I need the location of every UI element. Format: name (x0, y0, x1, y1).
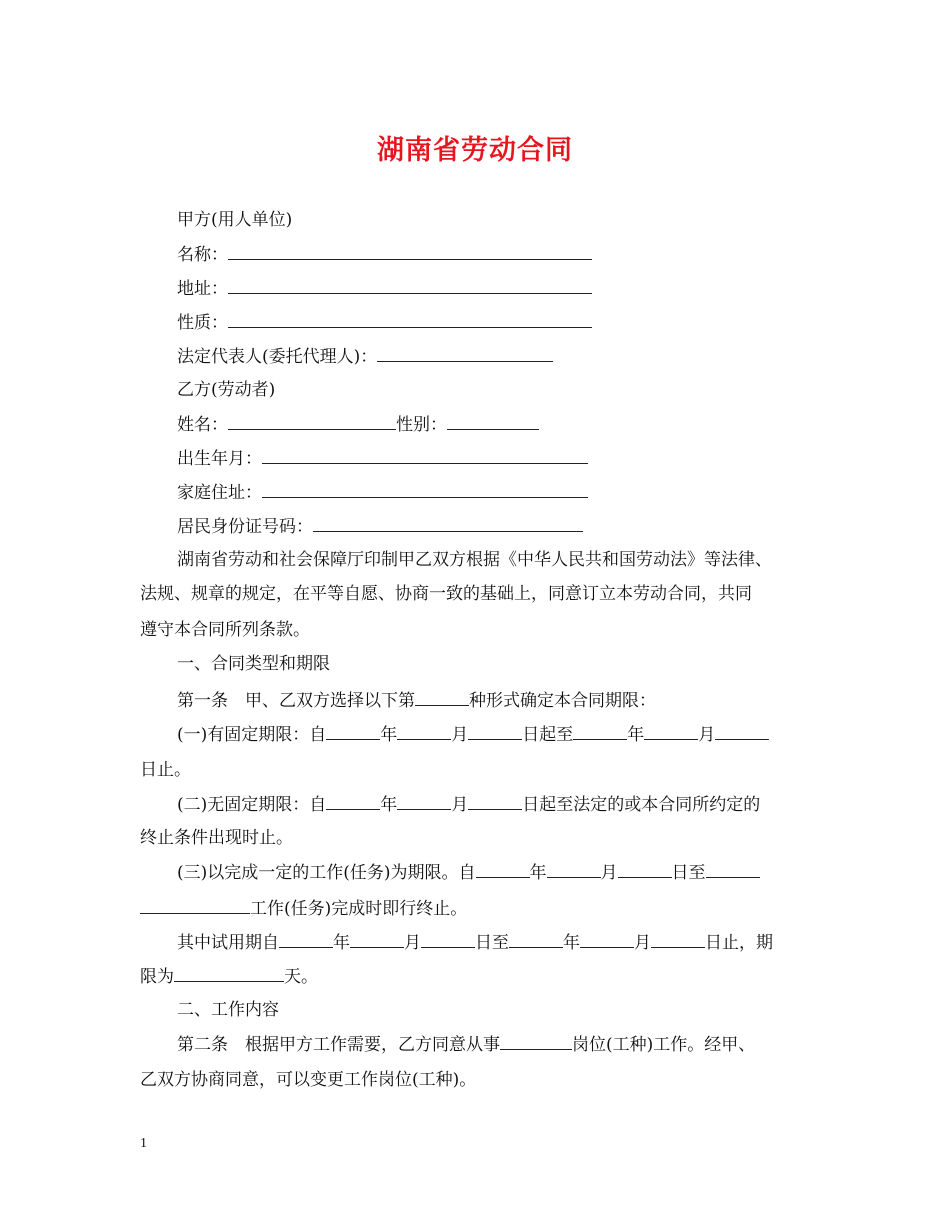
party-b-gender-blank[interactable] (447, 412, 539, 430)
option-3-month-blank[interactable] (547, 860, 601, 878)
party-b-id-label: 居民身份证号码： (177, 517, 313, 537)
party-b-name-row (177, 412, 539, 437)
party-a-nature-label: 性质： (177, 313, 228, 333)
party-b-id-row (177, 514, 583, 539)
party-a-name-blank[interactable] (228, 242, 592, 260)
option-1-end-month-label: 月 (698, 725, 716, 745)
option-3-end: 工作(任务)完成时即行终止。 (250, 899, 468, 919)
option-3-task-blank-a[interactable] (706, 860, 760, 878)
party-a-address-row (177, 276, 592, 301)
article-1-text-a: 第一条 甲、乙双方选择以下第 (177, 691, 415, 711)
page-number: 1 (140, 1136, 147, 1151)
section-2-heading: 二、工作内容 (177, 1000, 279, 1020)
party-a-rep-label: 法定代表人(委托代理人)： (177, 347, 378, 367)
trial-text-b: 限为 (140, 967, 174, 987)
option-3-task-blank-b[interactable] (140, 896, 250, 914)
option-3-end-row (140, 896, 467, 921)
section-1-heading: 一、合同类型和期限 (177, 654, 330, 674)
party-a-name-row (177, 242, 592, 267)
party-b-home-blank[interactable] (262, 480, 588, 498)
party-a-name-label: 名称： (177, 245, 228, 265)
party-a-nature-row (177, 310, 592, 335)
preamble-line-1: 湖南省劳动和社会保障厅印制甲乙双方根据《中华人民共和国劳动法》等法律、 (177, 550, 772, 570)
party-a-rep-row (177, 344, 553, 369)
trial-start-year-blank[interactable] (279, 930, 333, 948)
option-2-end: 终止条件出现时止。 (140, 828, 293, 848)
option-1-start-day-blank[interactable] (468, 722, 522, 740)
option-1-end: 日止。 (140, 760, 191, 780)
party-b-home-label: 家庭住址： (177, 483, 262, 503)
option-3-day-blank[interactable] (618, 860, 672, 878)
party-a-rep-blank[interactable] (377, 344, 553, 362)
party-a-heading: 甲方(用人单位) (177, 210, 293, 230)
trial-days-blank[interactable] (174, 964, 284, 982)
party-b-home-row (177, 480, 588, 505)
party-a-address-blank[interactable] (228, 276, 592, 294)
option-3-row (177, 860, 760, 885)
party-b-birth-label: 出生年月： (177, 449, 262, 469)
party-b-gender-label: 性别： (396, 415, 447, 435)
trial-day-end-label: 日止，期 (705, 933, 773, 953)
article-1-text-b: 种形式确定本合同期限： (469, 691, 656, 711)
option-1-end-year-label: 年 (627, 725, 645, 745)
option-2-row (177, 792, 760, 817)
article-1-blank[interactable] (415, 688, 469, 706)
party-a-nature-blank[interactable] (228, 310, 592, 328)
trial-start-month-label: 月 (404, 933, 421, 953)
option-2-text-a: (二)无固定期限：自 (177, 795, 327, 815)
option-1-month-label: 月 (451, 725, 469, 745)
party-a-address-label: 地址： (177, 279, 228, 299)
option-3-year-blank[interactable] (476, 860, 530, 878)
option-1-year-label: 年 (380, 725, 398, 745)
article-1-row (177, 688, 656, 713)
party-b-name-label: 姓名： (177, 415, 228, 435)
option-1-end-year-blank[interactable] (573, 722, 627, 740)
document-title: 湖南省劳动合同 (377, 135, 573, 166)
option-2-day-blank[interactable] (468, 792, 522, 810)
option-1-day-to-label: 日起至 (522, 725, 574, 745)
article-2-post-blank[interactable] (500, 1032, 572, 1050)
trial-end-year-label: 年 (563, 933, 580, 953)
trial-end-month-label: 月 (634, 933, 651, 953)
option-2-year-blank[interactable] (326, 792, 380, 810)
trial-row (177, 930, 773, 955)
party-b-heading: 乙方(劳动者) (177, 380, 276, 400)
trial-end-day-blank[interactable] (651, 930, 705, 948)
article-2-text-a: 第二条 根据甲方工作需要，乙方同意从事 (177, 1035, 500, 1055)
trial-end-year-blank[interactable] (509, 930, 563, 948)
option-1-row (177, 722, 769, 747)
article-2-row (177, 1032, 755, 1057)
preamble-line-2: 法规、规章的规定，在平等自愿、协商一致的基础上，同意订立本劳动合同，共同 (140, 584, 752, 604)
article-2-line-2: 乙双方协商同意，可以变更工作岗位(工种)。 (140, 1070, 477, 1090)
option-2-month-label: 月 (451, 795, 469, 815)
option-1-text-a: (一)有固定期限：自 (177, 725, 327, 745)
party-b-name-blank[interactable] (228, 412, 396, 430)
option-1-end-day-blank[interactable] (715, 722, 769, 740)
party-b-id-blank[interactable] (313, 514, 583, 532)
trial-start-year-label: 年 (333, 933, 350, 953)
option-2-year-label: 年 (380, 795, 398, 815)
trial-text-a: 其中试用期自 (177, 933, 279, 953)
trial-day-to-label: 日至 (475, 933, 509, 953)
preamble-line-3: 遵守本合同所列条款。 (140, 620, 310, 640)
option-2-text-b: 日起至法定的或本合同所约定的 (522, 795, 761, 815)
trial-start-month-blank[interactable] (350, 930, 404, 948)
option-3-month-label: 月 (600, 863, 618, 883)
trial-start-day-blank[interactable] (421, 930, 475, 948)
option-3-year-label: 年 (529, 863, 547, 883)
party-b-birth-blank[interactable] (262, 446, 588, 464)
article-2-text-b: 岗位(工种)工作。经甲、 (572, 1035, 756, 1055)
option-1-end-month-blank[interactable] (644, 722, 698, 740)
trial-days-label: 天。 (284, 967, 318, 987)
option-1-start-month-blank[interactable] (397, 722, 451, 740)
option-2-month-blank[interactable] (397, 792, 451, 810)
option-3-text-a: (三)以完成一定的工作(任务)为期限。自 (177, 863, 476, 883)
option-1-start-year-blank[interactable] (326, 722, 380, 740)
trial-period-row (140, 964, 318, 989)
trial-end-month-blank[interactable] (580, 930, 634, 948)
option-3-day-to-label: 日至 (671, 863, 706, 883)
party-b-birth-row (177, 446, 588, 471)
